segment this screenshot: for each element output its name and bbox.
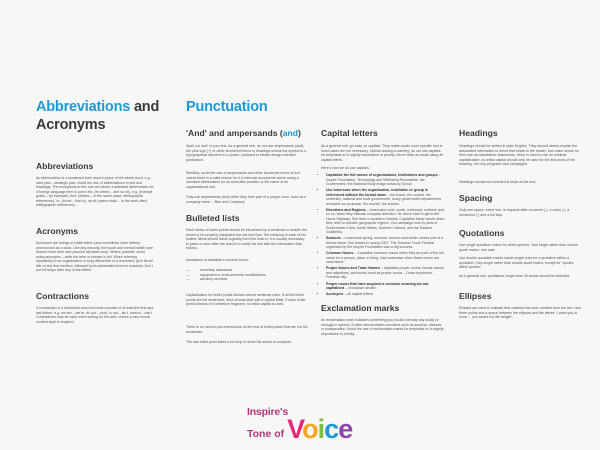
- logo-line-tone: [247, 414, 353, 444]
- acronyms-heading: Acronyms: [36, 226, 79, 236]
- abbreviations-text: An abbreviation is a shortened form used in place of the whole word, e.g. start plan – strategic plan. Avoid the use of abbreviations in text and headings. The exceptions to this rule are where a standard abbreviation for a foreign language term is used: etc. (et cetera – and so on), e.g. (exempli gratia – for example), ibid. (ibidem – in the same place, bibliographic references), i.e. (id est – that is), op cit (opere citato – in the work cited, bibliographic references).: [36, 176, 154, 207]
- logo-tone-of: Tone of: [247, 428, 285, 440]
- list-item: • Proper nouns that have acquired a common meaning are not capitalised – crosstown section: [326, 282, 445, 291]
- dash-list: [186, 268, 308, 282]
- spacing-text: Only one space, never two, is required after a comma (,), a colon (:), a semicolon (;) and a full stop.: [459, 208, 570, 217]
- bulleted-text-1: Each series of bullet points should be introduced by a sentence to enable the series to be properly integrated into the text flow. The meaning in each of the bullets' items should follow logically from this lead-in. It is usually necessary to place a colon after the lead-in to clarify the link with the information that follows.: [186, 228, 307, 250]
- logo-line-inspires: Inspire's: [247, 406, 288, 418]
- and-text-3: Only use ampersands (and) when they form part of a proper noun, such as a company name – 'Ben and Company'.: [186, 195, 307, 204]
- bulleted-lists-heading: Bulleted lists: [186, 213, 240, 223]
- title-abbreviations-word: Abbreviations: [36, 99, 131, 115]
- capital-bullets: [321, 173, 445, 298]
- spacing-heading: Spacing: [459, 193, 493, 203]
- capital-text-1: As a general rule, go easy on capitals. They make words more specific and in most cases are not necessary. Unless issuing a warning, do not use capitals for emphasis or to signify importance or priority. Never write an email using all capital letters.: [321, 144, 443, 162]
- title-acronyms-word: Acronyms: [36, 117, 106, 133]
- contractions-text: A contraction is a shortened word form that consists of at least the first and last letters, e.g. we are – we're, do not – don't, is not – isn't, cannot – can't. Contractions may be used when writing for the web, unless a very formal content style is required.: [36, 306, 154, 324]
- logo-voice-word: Voice: [287, 414, 353, 444]
- title-and-word: and: [133, 99, 160, 115]
- list-item: — advisory services.: [186, 277, 229, 281]
- list-item: • Seasons – Lowercase spring, summer, autumn and winter unless part of a formal name: She leaves in spring 2007. The Summer Youth Festival organised by the Inspire Foundation was a big success.: [326, 236, 445, 250]
- quotations-text-2: Use double quotation marks inside single ones for a quotation within a quotation: 'Use single rather than double quote marks, except for "quotes within quotes"'.: [459, 256, 574, 269]
- headings-heading: Headings: [459, 128, 498, 138]
- list-item: — equipment or environmental modifications: [186, 272, 266, 277]
- capital-text-2: Here's how we do use capitals:: [321, 166, 370, 170]
- list-item: • Use lowercase when the organisation, institution or group is referenced without the formal name – the board, the council, the university, national and local government, many government departments reviewed our proposal, the council, the bureau.: [326, 188, 445, 206]
- bulleted-text-5: The last bullet point takes a full stop to show the series is complete.: [186, 340, 292, 344]
- quotations-heading: Quotations: [459, 228, 505, 238]
- and-text-2: Similarly, avoid the use of ampersands and other shortened forms of text unless there is a valid reason for it in informal documents where using a standard abbreviation for an executive position or the name of an organisational unit.: [186, 171, 300, 189]
- contractions-heading: Contractions: [36, 291, 89, 301]
- headings-text-1: Headings should be written in plain English. They should clearly explain the associated information in terms that relate to the reader, and make sense on their own as standalone statements. Keep in mind to use an minimal capitalisation. An initial capital should only be used for the first word of the heading. Our key programs and campaigns.: [459, 144, 579, 166]
- exclamation-marks-heading: Exclamation marks: [321, 303, 400, 313]
- bulleted-text-2: Assistance is available in several forms:: [186, 258, 249, 262]
- list-item: • Acronyms – all capital letters.: [326, 292, 445, 297]
- list-item: • Capitalise the full names of organisations, institutions and groups – Inspire Foundation, Technology and Wellbeing Roundtable, the Government, the National Body Image Advisory Group.: [326, 173, 445, 187]
- tone-of-voice-logo: [247, 406, 353, 444]
- exclamation-text: An exclamation mark indicates something you would normally say loudly or strongly in speech. It often demonstrates emotions such as surprise, distress or exasperation. Avoid the use of exclamation marks for emphasis or to signify importance or priority.: [321, 318, 444, 336]
- quotations-text-3: As a general rule, quotations longer than 40 words should be indented.: [459, 274, 571, 278]
- bulleted-text-4: There is no need to put a semicolon at the end of bullet points that are not full sentences.: [186, 325, 308, 334]
- and-heading-text: 'And' and ampersands (: [186, 128, 283, 138]
- list-item: • Directions and Regions – lowercase north, south, northeast, northern and so on, when they indicate compass direction. He drove east to get to the Hume Highway. She lives in southern Victoria. Capitalise these words when they refer to specific geographic regions. Our campaign took in parts of Southwestern New South Wales, Northern Victoria, and the Eastern Goldfields.: [326, 208, 445, 235]
- list-item: — monetary assistance: [186, 268, 233, 272]
- list-item: • Proper Nouns and Trade Names – capitalise proper nouns, formal names and adjectives, and words used as proper nouns – Down syndrome, Freudian slip.: [326, 266, 445, 280]
- acronyms-text: Acronyms are strings of initial letters (and sometimes other letters) pronounced as a word. Like any industry, the youth and mental health care sectors have their own peculiar alphabet soup. Where possible, avoid using acronyms – write the term or phrase in full. When referring repeatedly to an organisation or long official title in a document, give its full title on the first mention, followed by its abbreviated form in brackets. Don't put full stops after any of the letters.: [36, 241, 154, 272]
- and-text-1: Spell out 'and' in your text. As a general rule, do not use ampersands (and), the plus sign (+) or other shortened forms in headings unless the symbol is a typographical element on a poster, postcard or similar design-oriented publication.: [186, 144, 307, 162]
- ellipses-heading: Ellipses: [459, 291, 492, 301]
- headings-text-2: Headings should not include full stops at the end.: [459, 180, 537, 184]
- and-ampersands-heading: [186, 128, 301, 138]
- capital-letters-heading: Capital letters: [321, 128, 378, 138]
- and-heading-close: ): [298, 128, 301, 138]
- punctuation-title: Punctuation: [186, 99, 268, 115]
- abbreviations-heading: Abbreviations: [36, 161, 94, 171]
- abbreviations-acronyms-title: [36, 98, 176, 134]
- bulleted-text-3: Capitalisation for bullet points follows normal sentence rules. If all the bullet points are full sentences, each should start with a capital letter. If each bullet point consists of a sentence fragment, no initial capital is used.: [186, 293, 306, 306]
- ellipses-text: Ellipses are used to indicate that material has been omitted from the text. Use three points and a space between the ellipses and the lettres: 'I want you to know ... you saved my life tonight'.: [459, 306, 581, 319]
- list-item: • Common Nouns – Capitalise common nouns when they are part of the full name for a person, place or thing. Use lowercase when these nouns are used alone.: [326, 251, 445, 265]
- and-heading-ampersand: and: [282, 128, 299, 138]
- quotations-text-1: Use single quotation marks for direct speech: 'Use single rather than double quote marks,' she said.: [459, 243, 578, 252]
